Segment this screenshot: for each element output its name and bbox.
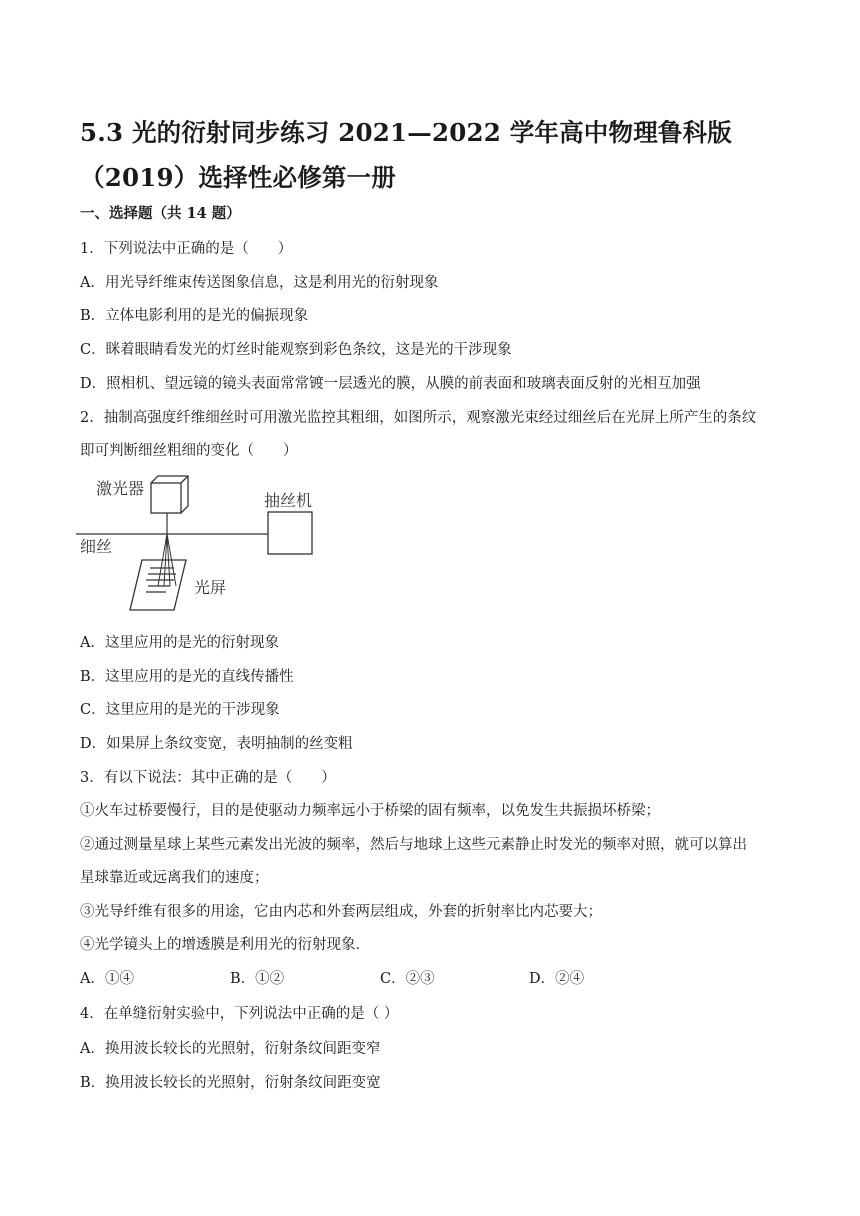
q1-option-b: B．立体电影利用的是光的偏振现象 bbox=[80, 308, 309, 324]
figure-label-screen: 光屏 bbox=[194, 578, 227, 597]
drawing-machine-box bbox=[268, 512, 312, 554]
q3-statement-1: ①火车过桥要慢行，目的是使驱动力频率远小于桥梁的固有频率，以免发生共振损坏桥梁； bbox=[80, 803, 660, 819]
q2-option-c: C．这里应用的是光的干涉现象 bbox=[80, 702, 280, 718]
laser-box-icon bbox=[151, 476, 188, 513]
q1-option-a: A．用光导纤维束传送图象信息，这是利用光的衍射现象 bbox=[80, 275, 439, 291]
section-heading: 一、选择题（共 14 题） bbox=[80, 205, 241, 222]
q3-option-a: A．①④ bbox=[80, 971, 134, 987]
q3-stem: 3．有以下说法：其中正确的是（ ） bbox=[80, 770, 336, 786]
page-title: 5.3 光的衍射同步练习 2021—2022 学年高中物理鲁科版（2019）选择性必修第一册 bbox=[80, 118, 732, 192]
q3-statement-3: ③光导纤维有很多的用途，它由内芯和外套两层组成，外套的折射率比内芯要大； bbox=[80, 904, 602, 920]
q4-option-a: A．换用波长较长的光照射，衍射条纹间距变窄 bbox=[80, 1041, 381, 1057]
q3-option-d: D．②④ bbox=[529, 971, 585, 987]
figure-label-drawer: 抽丝机 bbox=[264, 491, 313, 510]
q3-statement-4: ④光学镜头上的增透膜是利用光的衍射现象． bbox=[80, 937, 370, 953]
figure-label-laser: 激光器 bbox=[96, 479, 145, 498]
q1-option-d: D．照相机、望远镜的镜头表面常常镀一层透光的膜，从膜的前表面和玻璃表面反射的光相互加强 bbox=[80, 376, 701, 392]
diffraction-fringes bbox=[146, 568, 176, 592]
q2-option-b: B．这里应用的是光的直线传播性 bbox=[80, 669, 294, 685]
laser-diffraction-figure bbox=[76, 468, 326, 618]
q2-option-d: D．如果屏上条纹变宽，表明抽制的丝变粗 bbox=[80, 736, 353, 752]
q3-statement-2-line1: ②通过测量星球上某些元素发出光波的频率，然后与地球上这些元素静止时发光的频率对照，就可以算出 bbox=[80, 837, 747, 853]
q3-statement-2-line2: 星球靠近或远离我们的速度； bbox=[80, 870, 269, 886]
q3-option-b: B．①② bbox=[230, 971, 285, 987]
q2-option-a: A．这里应用的是光的衍射现象 bbox=[80, 635, 279, 651]
q4-stem: 4．在单缝衍射实验中，下列说法中正确的是（ ） bbox=[80, 1006, 399, 1022]
q1-stem: 1．下列说法中正确的是（ ） bbox=[80, 241, 293, 257]
q4-option-b: B．换用波长较长的光照射，衍射条纹间距变宽 bbox=[80, 1075, 381, 1091]
figure-label-wire: 细丝 bbox=[80, 537, 113, 556]
q2-stem-line1: 2．抽制高强度纤维细丝时可用激光监控其粗细，如图所示，观察激光束经过细丝后在光屏上所产生的条纹 bbox=[80, 410, 757, 426]
q1-option-c: C．眯着眼睛看发光的灯丝时能观察到彩色条纹，这是光的干涉现象 bbox=[80, 342, 512, 358]
q3-option-c: C．②③ bbox=[380, 971, 435, 987]
q2-stem-line2: 即可判断细丝粗细的变化（ ） bbox=[80, 443, 298, 459]
